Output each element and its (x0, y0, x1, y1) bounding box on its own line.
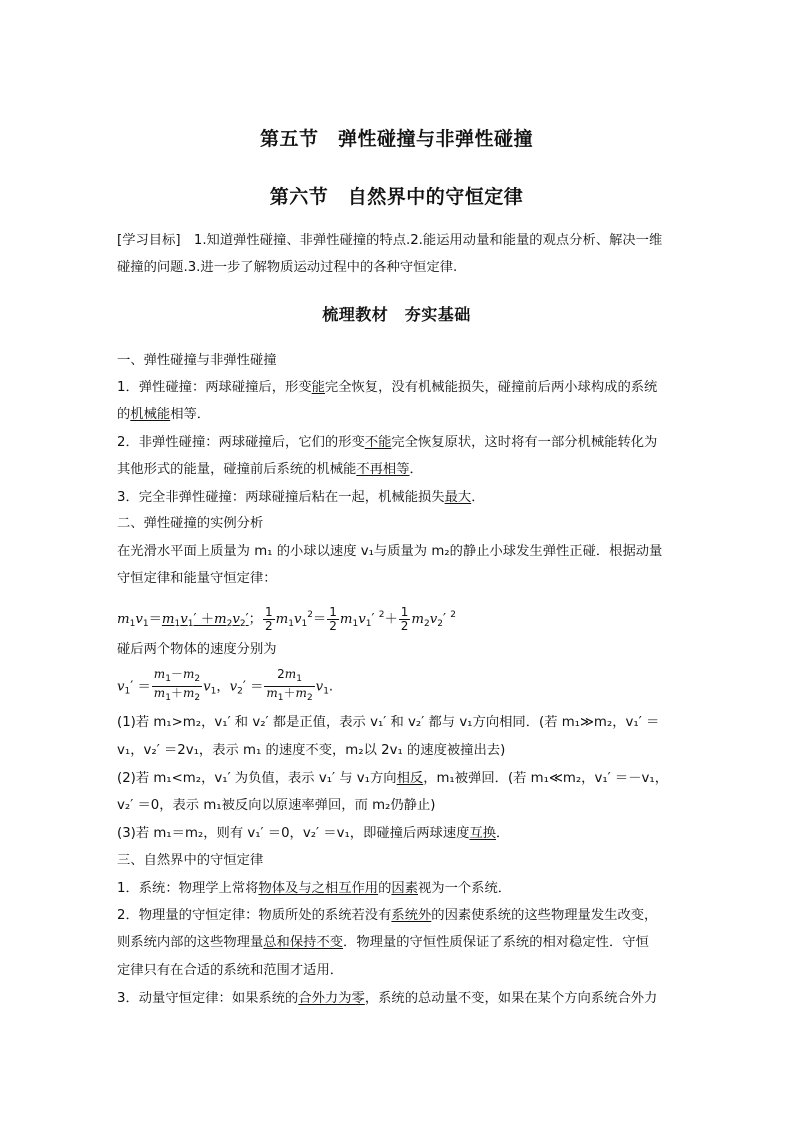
case1-line2: v₁，v₂′ ＝2v₁，表示 m₁ 的速度不变，m₂以 2v₁ 的速度被撞出去) (117, 743, 506, 758)
learning-goals-line-1: [学习目标] 1.知道弹性碰撞、非弹性碰撞的特点.2.能运用动量和能量的观点分析、解决一维 (117, 233, 663, 248)
s3-p2-line2: 则系统内部的这些物理量总和保持不变．物理量的守恒性质保证了系统的相对稳定性．守恒 (117, 935, 649, 950)
s1-p1-line1: 1．弹性碰撞：两球碰撞后，形变能完全恢复，没有机械能损失，碰撞前后两小球构成的系统 (117, 380, 658, 395)
answer-blank: 最大 (444, 490, 472, 505)
answer-blank: 互换 (469, 826, 497, 841)
s2-heading: 二、弹性碰撞的实例分析 (117, 516, 264, 531)
answer-blank: 合外力为零 (298, 991, 365, 1006)
case2-line1: (2)若 m₁<m₂，v₁′ 为负值，表示 v₁′ 与 v₁方向相反，m₁被弹回．(若 m₁≪m₂，v₁′ ＝－v₁， (117, 771, 668, 786)
answer-blank: 因素 (391, 881, 418, 896)
s3-p1: 1．系统：物理学上常将物体及与之相互作用的因素视为一个系统． (117, 881, 512, 896)
s3-heading: 三、自然界中的守恒定律 (117, 853, 264, 868)
s1-heading: 一、弹性碰撞与非弹性碰撞 (117, 353, 277, 368)
answer-blank: 不再相等 (356, 462, 410, 477)
answer-blank: 系统外 (391, 908, 432, 923)
case3: (3)若 m₁＝m₂，则有 v₁′ ＝0，v₂′ ＝v₁，即碰撞后两球速度互换． (117, 826, 510, 841)
answer-blank: 物体及与之相互作用 (258, 881, 379, 896)
velocity-equations: $v_1'$ ＝ $\frac{m_1-m_2}{m_1+m_2}$ $v_1$，$v_2'$ ＝ $\frac{2m_1}{m_1+m_2}$ $v_1$. (117, 667, 334, 703)
answer-blank: 相反 (396, 771, 424, 786)
conservation-equations: $m_1v_1=m_1v_1' +m_2v_2'$； $\frac{1}{2}$ $m_1v_1^2=$ $\frac{1}{2}$ $m_1v_1'$ $^2$＋ $\frac{1}{2}$ $m_2v_2'$ $^2$ (117, 604, 456, 633)
s1-p1-line2: 的机械能相等． (117, 407, 211, 422)
section-title-5: 第五节 弹性碰撞与非弹性碰撞 (259, 128, 533, 150)
learning-goals-line-2: 碰撞的问题.3.进一步了解物质运动过程中的各种守恒定律. (117, 260, 458, 275)
s1-p3: 3．完全非弹性碰撞：两球碰撞后粘在一起，机械能损失最大． (117, 490, 485, 505)
answer-blank: 不能 (364, 435, 392, 450)
s2-p2: 守恒定律和能量守恒定律： (117, 571, 277, 586)
s3-p2-line3: 定律只有在合适的系统和范围才适用． (117, 963, 344, 978)
s3-p3: 3．动量守恒定律：如果系统的合外力为零，系统的总动量不变，如果在某个方向系统合外力 (117, 991, 658, 1006)
s2-p1: 在光滑水平面上质量为 m₁ 的小球以速度 v₁与质量为 m₂的静止小球发生弹性正碰．根据动量 (117, 544, 663, 559)
s3-p2-line1: 2．物理量的守恒定律：物质所处的系统若没有系统外的因素使系统的这些物理量发生改变， (117, 908, 658, 923)
s2-after: 碰后两个物体的速度分别为 (117, 642, 277, 657)
section-title-6: 第六节 自然界中的守恒定律 (269, 186, 524, 208)
answer-blank: 总和保持不变 (263, 935, 344, 950)
answer-blank: 机械能 (130, 407, 171, 422)
s1-p2-line1: 2．非弹性碰撞：两球碰撞后，它们的形变不能完全恢复原状，这时将有一部分机械能转化为 (117, 435, 658, 450)
subheading-review: 梳理教材 夯实基础 (322, 305, 471, 324)
case1-line1: (1)若 m₁>m₂，v₁′ 和 v₂′ 都是正值，表示 v₁′ 和 v₂′ 都与 v₁方向相同．(若 m₁≫m₂，v₁′ ＝ (117, 715, 660, 730)
answer-blank: 能 (311, 380, 325, 395)
case2-line2: v₂′ ＝0，表示 m₁被反向以原速率弹回，而 m₂仍静止) (117, 798, 436, 813)
s1-p2-line2: 其他形式的能量，碰撞前后系统的机械能不再相等． (117, 462, 423, 477)
